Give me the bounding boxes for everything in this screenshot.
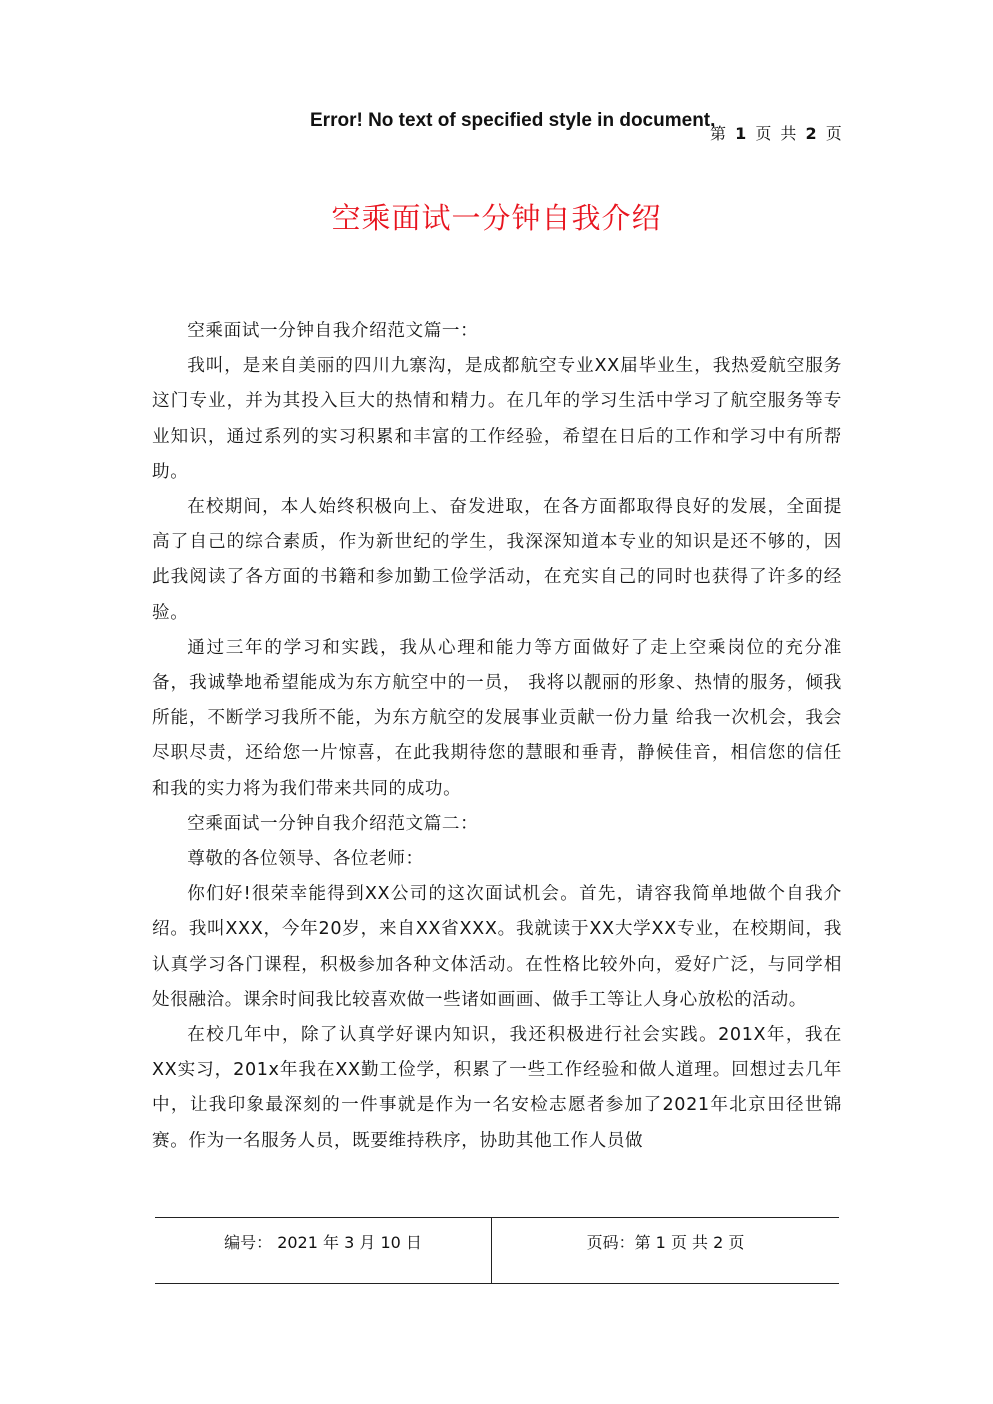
paragraph: 空乘面试一分钟自我介绍范文篇二：: [187, 813, 479, 834]
header-page-mid: 页 共: [748, 124, 806, 143]
paragraph: 你们好!很荣幸能得到XX公司的这次面试机会。首先，请容我简单地做个自我介绍。我叫XXX，今年20岁，来自XX省XXX。我就读于XX大学XX专业，在校期间，我认真学习各门课程，积极参加各种文体活动。在性格比较外向，爱好广泛，与同学相处很融洽。课余时间我比较喜欢做一些诸如画画、做手工等让人身心放松的活动。: [152, 884, 842, 1010]
paragraph: 空乘面试一分钟自我介绍范文篇一：: [187, 321, 479, 341]
paragraph: 尊敬的各位领导、各位老师：: [187, 849, 424, 870]
header-page-number: [710, 121, 844, 144]
footer-date-cell: 编号： 2021 年 3 月 10 日: [155, 1218, 492, 1283]
footer-page-cell: 页码：第 1 页 共 2 页: [586, 1233, 745, 1252]
paragraph: 在校期间，本人始终积极向上、奋发进取，在各方面都取得良好的发展，全面提高了自己的综合素质，作为新世纪的学生，我深深知道本专业的知识是还不够的，因此我阅读了各方面的书籍和参加勤工俭学活动，在充实自己的同时也获得了许多的经验。: [152, 497, 842, 623]
document-body: [152, 314, 842, 1159]
header-error-text: Error! No text of specified style in document.: [310, 110, 716, 131]
paragraph: 我叫，是来自美丽的四川九寨沟，是成都航空专业XX届毕业生，我热爱航空服务这门专业，并为其投入巨大的热情和精力。在几年的学习生活中学习了航空服务等专业知识，通过系列的实习积累和丰富的工作经验，希望在日后的工作和学习中有所帮助。: [152, 356, 842, 482]
header-page-total: 2: [805, 124, 819, 143]
document-title: 空乘面试一分钟自我介绍: [331, 201, 662, 235]
paragraph: 通过三年的学习和实践，我从心理和能力等方面做好了走上空乘岗位的充分准备，我诚挚地希望能成为东方航空中的一员， 我将以靓丽的形象、热情的服务，倾我所能，不断学习我所不能，为东方航空的发展事业贡献一份力量 给我一次机会，我会尽职尽责，还给您一片惊喜，在此我期待您的慧眼和垂青，静候佳音，相信您的信任和我的实力将为我们带来共同的成功。: [152, 637, 842, 799]
header-page-suffix: 页: [818, 124, 844, 143]
header-page-prefix: 第: [710, 124, 736, 143]
header-page-current: 1: [735, 124, 749, 143]
paragraph: 在校几年中，除了认真学好课内知识，我还积极进行社会实践。201X年，我在XX实习，201x年我在XX勤工俭学，积累了一些工作经验和做人道理。回想过去几年中，让我印象最深刻的一件事就是作为一名安检志愿者参加了2021年北京田径世锦赛。作为一名服务人员，既要维持秩序，协助其他工作人员做: [152, 1025, 842, 1151]
footer-table: [155, 1217, 839, 1284]
